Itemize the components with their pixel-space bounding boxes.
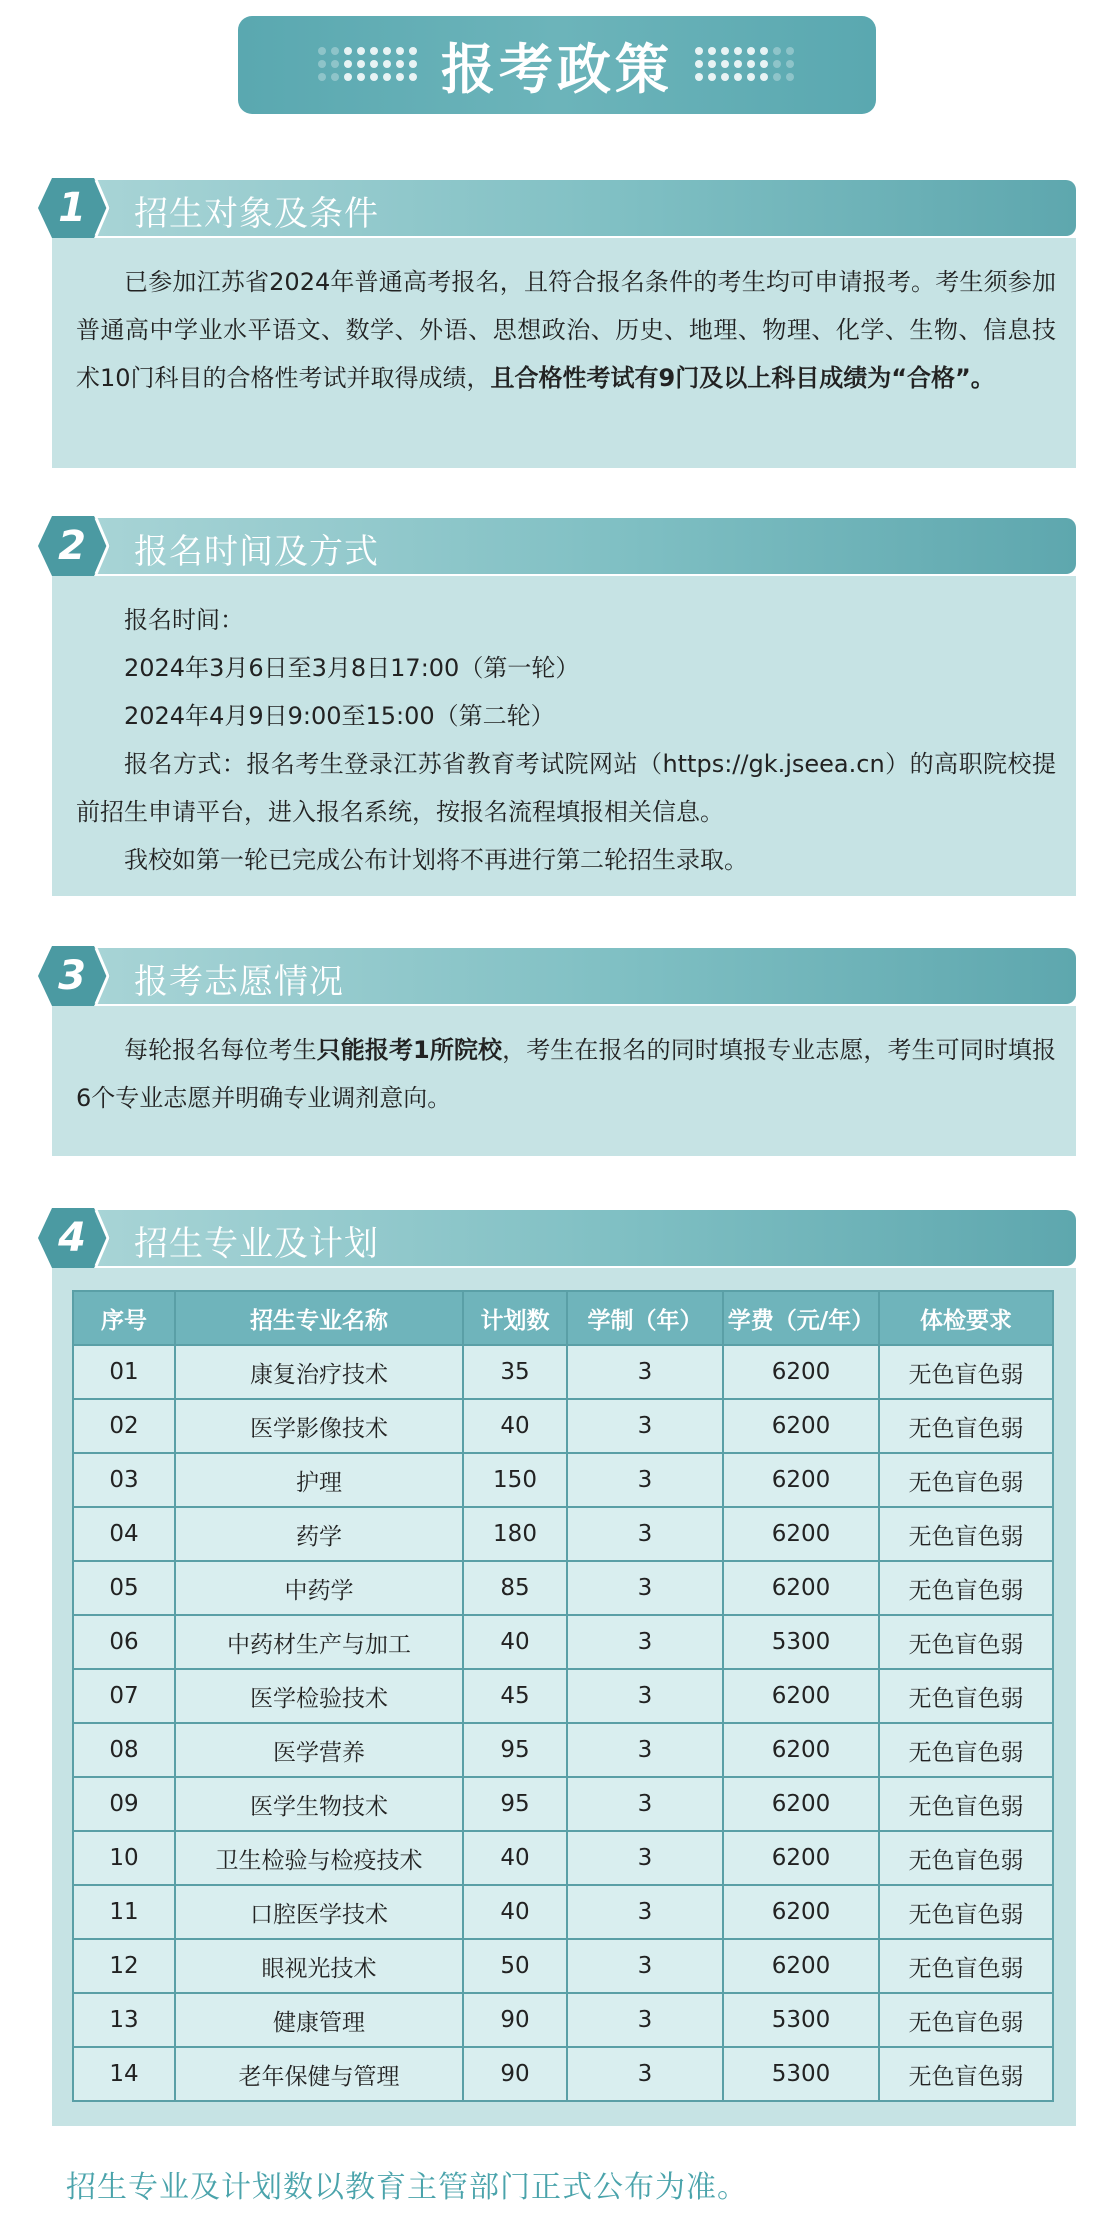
registration-note: 我校如第一轮已完成公布计划将不再进行第二轮招生录取。 bbox=[124, 846, 748, 874]
footnote: 招生专业及计划数以教育主管部门正式公布为准。 bbox=[66, 2170, 748, 2205]
table-cell: 5300 bbox=[723, 2047, 879, 2101]
table-cell: 中药材生产与加工 bbox=[175, 1615, 463, 1669]
section-body bbox=[52, 576, 1076, 896]
table-cell: 医学影像技术 bbox=[175, 1399, 463, 1453]
table-body bbox=[73, 1345, 1053, 2101]
registration-round-2: 2024年4月9日9:00至15:00（第二轮） bbox=[124, 702, 555, 730]
column-header: 序号 bbox=[73, 1291, 175, 1345]
table-cell: 6200 bbox=[723, 1507, 879, 1561]
table-row bbox=[73, 1939, 1053, 1993]
section-number-badge: 4 bbox=[38, 1208, 110, 1268]
section-registration bbox=[38, 516, 1076, 896]
section-header bbox=[38, 178, 1076, 238]
section-title: 招生专业及计划 bbox=[134, 1224, 379, 1264]
table-cell: 老年保健与管理 bbox=[175, 2047, 463, 2101]
table-cell: 无色盲色弱 bbox=[879, 1669, 1053, 1723]
table-cell: 医学营养 bbox=[175, 1723, 463, 1777]
table-cell: 无色盲色弱 bbox=[879, 1399, 1053, 1453]
table-cell: 3 bbox=[567, 1345, 723, 1399]
table-cell: 02 bbox=[73, 1399, 175, 1453]
section-title: 报名时间及方式 bbox=[134, 532, 379, 572]
table-cell: 医学生物技术 bbox=[175, 1777, 463, 1831]
table-cell: 医学检验技术 bbox=[175, 1669, 463, 1723]
table-cell: 3 bbox=[567, 2047, 723, 2101]
table-cell: 90 bbox=[463, 2047, 567, 2101]
registration-method: 报名方式：报名考生登录江苏省教育考试院网站（https://gk.jseea.cn）的高职院校提前招生申请平台，进入报名系统，按报名流程填报相关信息。 bbox=[76, 750, 1056, 826]
table-cell: 08 bbox=[73, 1723, 175, 1777]
section-number-badge: 3 bbox=[38, 946, 110, 1006]
table-cell: 01 bbox=[73, 1345, 175, 1399]
table-row bbox=[73, 1453, 1053, 1507]
table-cell: 3 bbox=[567, 1993, 723, 2047]
table-cell: 40 bbox=[463, 1399, 567, 1453]
table-cell: 12 bbox=[73, 1939, 175, 1993]
table-row bbox=[73, 2047, 1053, 2101]
table-row bbox=[73, 1561, 1053, 1615]
majors-table bbox=[72, 1290, 1054, 2102]
table-cell: 150 bbox=[463, 1453, 567, 1507]
section-header bbox=[38, 1208, 1076, 1268]
table-cell: 6200 bbox=[723, 1885, 879, 1939]
table-cell: 康复治疗技术 bbox=[175, 1345, 463, 1399]
table-cell: 无色盲色弱 bbox=[879, 1723, 1053, 1777]
table-cell: 95 bbox=[463, 1723, 567, 1777]
table-cell: 无色盲色弱 bbox=[879, 1345, 1053, 1399]
table-cell: 6200 bbox=[723, 1399, 879, 1453]
table-cell: 无色盲色弱 bbox=[879, 1777, 1053, 1831]
table-row bbox=[73, 1399, 1053, 1453]
table-cell: 14 bbox=[73, 2047, 175, 2101]
table-cell: 无色盲色弱 bbox=[879, 1561, 1053, 1615]
table-cell: 3 bbox=[567, 1777, 723, 1831]
table-cell: 无色盲色弱 bbox=[879, 1939, 1053, 1993]
table-cell: 85 bbox=[463, 1561, 567, 1615]
table-cell: 09 bbox=[73, 1777, 175, 1831]
table-row bbox=[73, 1993, 1053, 2047]
table-row bbox=[73, 1885, 1053, 1939]
preferences-emphasis: 只能报考1所院校 bbox=[316, 1036, 503, 1064]
table-cell: 3 bbox=[567, 1399, 723, 1453]
table-cell: 6200 bbox=[723, 1561, 879, 1615]
section-title: 招生对象及条件 bbox=[134, 194, 379, 234]
table-cell: 6200 bbox=[723, 1831, 879, 1885]
table-cell: 5300 bbox=[723, 1993, 879, 2047]
table-cell: 90 bbox=[463, 1993, 567, 2047]
table-row bbox=[73, 1615, 1053, 1669]
table-cell: 卫生检验与检疫技术 bbox=[175, 1831, 463, 1885]
registration-round-1: 2024年3月6日至3月8日17:00（第一轮） bbox=[124, 654, 580, 682]
table-panel bbox=[52, 1268, 1076, 2126]
section-preferences bbox=[38, 946, 1076, 1156]
table-row bbox=[73, 1669, 1053, 1723]
table-cell: 3 bbox=[567, 1939, 723, 1993]
table-cell: 3 bbox=[567, 1831, 723, 1885]
table-header-row bbox=[73, 1291, 1053, 1345]
eligibility-emphasis: 且合格性考试有9门及以上科目成绩为“合格”。 bbox=[490, 364, 995, 392]
table-row bbox=[73, 1777, 1053, 1831]
section-number-badge: 2 bbox=[38, 516, 110, 576]
table-cell: 45 bbox=[463, 1669, 567, 1723]
table-cell: 眼视光技术 bbox=[175, 1939, 463, 1993]
table-row bbox=[73, 1831, 1053, 1885]
table-cell: 180 bbox=[463, 1507, 567, 1561]
table-cell: 无色盲色弱 bbox=[879, 1831, 1053, 1885]
section-body bbox=[52, 1006, 1076, 1156]
table-row bbox=[73, 1507, 1053, 1561]
table-cell: 无色盲色弱 bbox=[879, 1885, 1053, 1939]
table-cell: 无色盲色弱 bbox=[879, 1615, 1053, 1669]
page-title: 报考政策 bbox=[441, 37, 673, 101]
table-cell: 05 bbox=[73, 1561, 175, 1615]
table-row bbox=[73, 1345, 1053, 1399]
table-cell: 无色盲色弱 bbox=[879, 1507, 1053, 1561]
table-cell: 6200 bbox=[723, 1669, 879, 1723]
column-header: 体检要求 bbox=[879, 1291, 1053, 1345]
table-cell: 5300 bbox=[723, 1615, 879, 1669]
table-cell: 11 bbox=[73, 1885, 175, 1939]
table-cell: 40 bbox=[463, 1615, 567, 1669]
table-cell: 40 bbox=[463, 1831, 567, 1885]
table-cell: 35 bbox=[463, 1345, 567, 1399]
table-cell: 6200 bbox=[723, 1453, 879, 1507]
decorative-dots-right bbox=[695, 47, 796, 83]
section-title: 报考志愿情况 bbox=[134, 962, 344, 1002]
table-cell: 50 bbox=[463, 1939, 567, 1993]
table-cell: 3 bbox=[567, 1615, 723, 1669]
table-cell: 3 bbox=[567, 1885, 723, 1939]
section-eligibility bbox=[38, 178, 1076, 468]
section-header bbox=[38, 946, 1076, 1006]
table-cell: 06 bbox=[73, 1615, 175, 1669]
table-cell: 口腔医学技术 bbox=[175, 1885, 463, 1939]
table-cell: 无色盲色弱 bbox=[879, 1453, 1053, 1507]
table-cell: 6200 bbox=[723, 1723, 879, 1777]
section-header bbox=[38, 516, 1076, 576]
table-cell: 3 bbox=[567, 1561, 723, 1615]
eligibility-paragraph: 已参加江苏省2024年普通高考报名，且符合报名条件的考生均可申请报考。考生须参加普通高中学业水平语文、数学、外语、思想政治、历史、地理、物理、化学、生物、信息技术10门科目的合格性考试并取得成绩，且合格性考试有9门及以上科目成绩为“合格”。 bbox=[76, 268, 1056, 392]
table-row bbox=[73, 1723, 1053, 1777]
table-cell: 中药学 bbox=[175, 1561, 463, 1615]
table-cell: 13 bbox=[73, 1993, 175, 2047]
section-number-badge: 1 bbox=[38, 178, 110, 238]
table-cell: 95 bbox=[463, 1777, 567, 1831]
page-title-banner bbox=[238, 16, 876, 114]
section-majors-plan bbox=[38, 1208, 1076, 2126]
section-body bbox=[52, 238, 1076, 468]
column-header: 计划数 bbox=[463, 1291, 567, 1345]
table-cell: 无色盲色弱 bbox=[879, 2047, 1053, 2101]
column-header: 招生专业名称 bbox=[175, 1291, 463, 1345]
table-cell: 07 bbox=[73, 1669, 175, 1723]
table-cell: 04 bbox=[73, 1507, 175, 1561]
column-header: 学制（年） bbox=[567, 1291, 723, 1345]
table-cell: 40 bbox=[463, 1885, 567, 1939]
table-cell: 无色盲色弱 bbox=[879, 1993, 1053, 2047]
table-cell: 10 bbox=[73, 1831, 175, 1885]
table-cell: 3 bbox=[567, 1507, 723, 1561]
table-cell: 6200 bbox=[723, 1777, 879, 1831]
table-cell: 3 bbox=[567, 1453, 723, 1507]
decorative-dots-left bbox=[318, 47, 419, 83]
table-cell: 护理 bbox=[175, 1453, 463, 1507]
table-cell: 3 bbox=[567, 1723, 723, 1777]
column-header: 学费（元/年） bbox=[723, 1291, 879, 1345]
table-cell: 6200 bbox=[723, 1345, 879, 1399]
table-cell: 药学 bbox=[175, 1507, 463, 1561]
registration-time-label: 报名时间： bbox=[124, 606, 244, 634]
table-cell: 03 bbox=[73, 1453, 175, 1507]
table-cell: 健康管理 bbox=[175, 1993, 463, 2047]
preferences-paragraph: 每轮报名每位考生只能报考1所院校，考生在报名的同时填报专业志愿，考生可同时填报6个专业志愿并明确专业调剂意向。 bbox=[76, 1036, 1057, 1112]
table-cell: 6200 bbox=[723, 1939, 879, 1993]
table-cell: 3 bbox=[567, 1669, 723, 1723]
